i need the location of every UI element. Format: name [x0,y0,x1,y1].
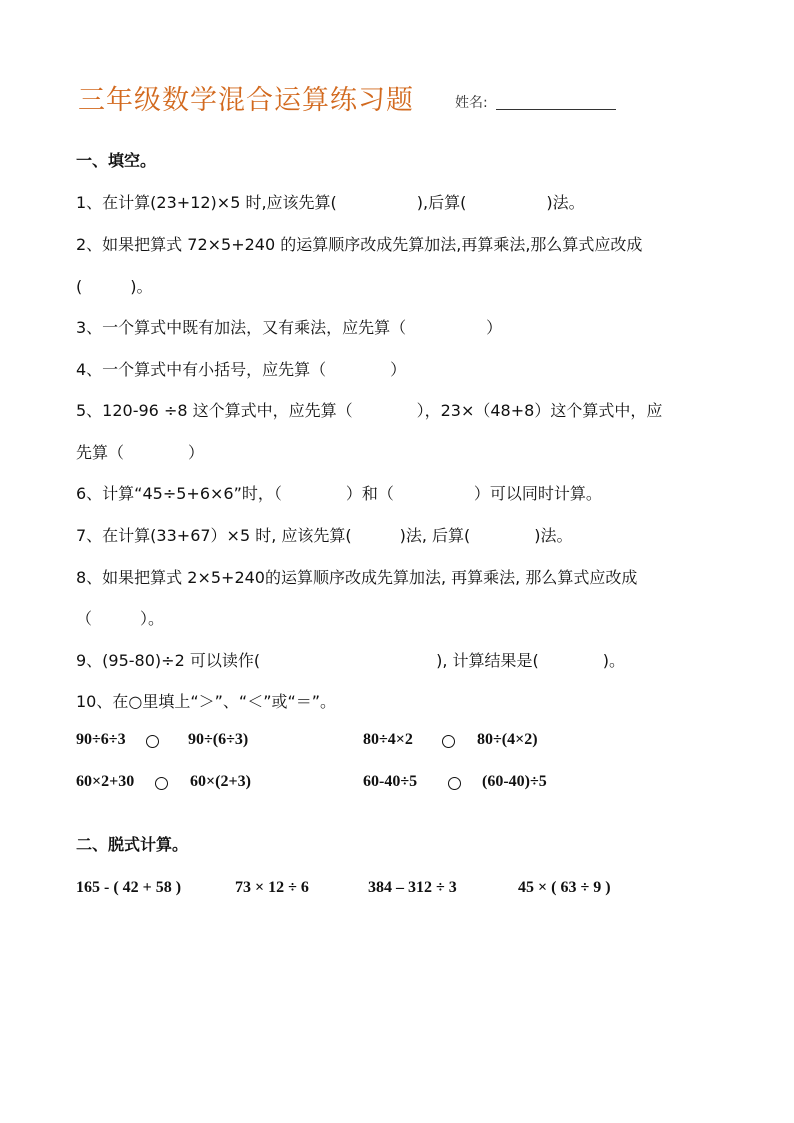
name-label: 姓名: [455,95,488,111]
comparison-right-expression: 80÷(4×2) [477,731,538,748]
question-5-continued: 先算（ ） [76,443,205,462]
comparison-left-expression: 90÷6÷3 [76,731,126,748]
comparison-left-expression: 60-40÷5 [363,773,418,790]
compare-circle-blank[interactable] [146,735,159,748]
calculation-problem: 165 - ( 42 + 58 ) [76,879,182,896]
compare-circle-blank[interactable] [155,777,168,790]
question-9: 9、(95-80)÷2 可以读作( ), 计算结果是( )。 [76,651,625,670]
question-3: 3、一个算式中既有加法，又有乘法，应先算（ ） [76,318,503,337]
calculation-problem: 384 – 312 ÷ 3 [368,879,457,896]
question-2: 2、如果把算式 72×5+240 的运算顺序改成先算加法,再算乘法,那么算式应改成 [76,235,643,254]
question-1: 1、在计算(23+12)×5 时,应该先算( ),后算( )法。 [76,193,585,212]
comparison-right-expression: 90÷(6÷3) [188,731,249,748]
compare-circle-blank[interactable] [448,777,461,790]
question-8-continued: （ ）。 [76,609,165,628]
page-title: 三年级数学混合运算练习题 [78,85,414,116]
comparison-right-expression: 60×(2+3) [190,773,251,790]
question-10: 10、在○里填上“＞”、“＜”或“＝”。 [76,692,337,711]
section-heading-calculation: 二、脱式计算。 [76,835,189,854]
question-5: 5、120-96 ÷8 这个算式中，应先算（ ），23×（48+8）这个算式中，应 [76,401,663,420]
question-7: 7、在计算(33+67）×5 时, 应该先算( )法, 后算( )法。 [76,526,573,545]
calculation-problem: 73 × 12 ÷ 6 [235,879,309,896]
name-field-line[interactable] [496,109,616,110]
question-8: 8、如果把算式 2×5+240的运算顺序改成先算加法, 再算乘法, 那么算式应改成 [76,568,638,587]
compare-circle-blank[interactable] [442,735,455,748]
comparison-right-expression: (60-40)÷5 [482,773,547,790]
question-2-continued: ( )。 [76,277,153,296]
comparison-left-expression: 80÷4×2 [363,731,413,748]
question-6: 6、计算“45÷5+6×6”时，（ ）和（ ）可以同时计算。 [76,484,602,503]
section-heading-fill-blank: 一、填空。 [76,151,157,170]
calculation-problem: 45 × ( 63 ÷ 9 ) [518,879,611,896]
question-4: 4、一个算式中有小括号，应先算（ ） [76,360,407,379]
comparison-left-expression: 60×2+30 [76,773,135,790]
